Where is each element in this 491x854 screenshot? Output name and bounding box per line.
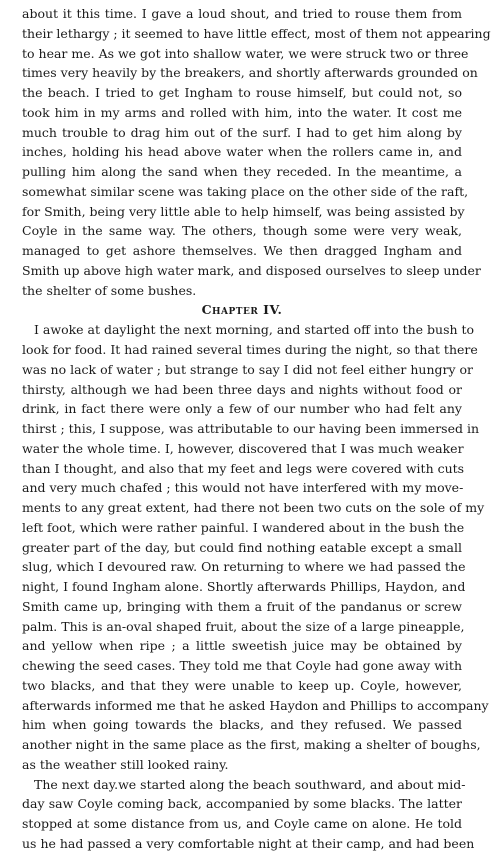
text-line: look for food. It had rained several times during the night, so that there — [22, 342, 478, 357]
text-line: the beach. I tried to get Ingham to rouse himself, but could not, so — [22, 85, 462, 100]
text-line: pulling him along the sand when they receded. In the meantime, a — [22, 164, 462, 179]
book-page — [22, 4, 491, 851]
text-line: thirsty, although we had been three days and nights without food or — [22, 381, 462, 397]
paragraph-chapter-1 — [22, 320, 489, 774]
chapter-heading: Chapter IV. — [201, 302, 283, 318]
text-line: and very much chafed ; this would not have interfered with my move- — [22, 480, 464, 496]
text-line: took him in my arms and rolled with him, into the water. It cost me — [22, 104, 462, 120]
text-line: for Smith, being very little able to help himself, was being assisted by — [22, 203, 465, 219]
text-line: the shelter of some bushes. — [22, 282, 197, 298]
text-line: I awoke at daylight the next morning, and started off into the bush to — [34, 322, 475, 338]
text-line: night, I found Ingham alone. Shortly afterwards Phillips, Haydon, and — [22, 579, 466, 594]
text-line: Smith came up, bringing with them a fruit of the pandanus or screw — [22, 598, 462, 614]
text-line: two blacks, and that they were unable to keep up. Coyle, however, — [22, 677, 462, 693]
text-line: palm. This is an-oval shaped fruit, about the size of a large pineapple, — [22, 618, 465, 634]
text-line: was no lack of water ; but strange to say I did not feel either hungry or — [22, 361, 474, 377]
text-line: slug, which I devoured raw. On returning to where we had passed the — [22, 559, 466, 575]
text-line: The next day.we started along the beach southward, and about mid- — [34, 776, 466, 792]
text-line: their lethargy ; it seemed to have little effect, most of them not appearing — [22, 25, 491, 41]
text-line: us he had passed a very comfortable night at their camp, and had been — [22, 835, 475, 851]
text-line: somewhat similar scene was taking place on the other side of the raft, — [22, 183, 469, 199]
text-line: ments to any great extent, had there not been two cuts on the sole of my — [22, 500, 485, 515]
text-line: stopped at some distance from us, and Coyle came on alone. He told — [22, 816, 462, 831]
text-line: managed to get ashore themselves. We then dragged Ingham and — [22, 243, 462, 258]
paragraph-opening — [22, 4, 491, 300]
text-line: about it this time. I gave a loud shout, and tried to rouse them from — [22, 6, 462, 21]
text-line: Smith up above high water mark, and disposed ourselves to sleep under — [22, 262, 481, 278]
text-line: times very heavily by the breakers, and shortly afterwards grounded on — [22, 65, 478, 81]
text-line: chewing the seed cases. They told me that Coyle had gone away with — [22, 658, 462, 673]
text-line: as the weather still looked rainy. — [22, 756, 229, 772]
text-line: inches, holding his head above water when the rollers came in, and — [22, 144, 462, 160]
paragraph-chapter-2 — [22, 775, 475, 854]
text-line: to hear me. As we got into shallow water, we were struck two or three — [22, 45, 469, 61]
text-line: Coyle in the same way. The others, though some were very weak, — [22, 223, 462, 239]
text-line: greater part of the day, but could find nothing eatable except a small — [22, 539, 462, 555]
text-line: and yellow when ripe ; a little sweetish juice may be obtained by — [22, 638, 462, 654]
text-line: much trouble to drag him out of the surf. I had to get him along by — [22, 124, 462, 140]
text-line: day saw Coyle coming back, accompanied by some blacks. The latter — [22, 796, 462, 812]
text-line: drink, in fact there were only a few of our number who had felt any — [22, 401, 462, 417]
text-line: him when going towards the blacks, and they refused. We passed — [22, 717, 462, 733]
text-line: water the whole time. I, however, discovered that I was much weaker — [22, 440, 464, 456]
text-line: thirst ; this, I suppose, was attributable to our having been immersed in — [22, 421, 480, 436]
text-line: another night in the same place as the first, making a shelter of boughs, — [22, 737, 481, 752]
text-line: left foot, which were rather painful. I wandered about in the bush the — [22, 519, 465, 535]
text-line: than I thought, and also that my feet and legs were covered with cuts — [22, 460, 465, 476]
text-line: afterwards informed me that he asked Haydon and Phillips to accompany — [22, 697, 489, 713]
